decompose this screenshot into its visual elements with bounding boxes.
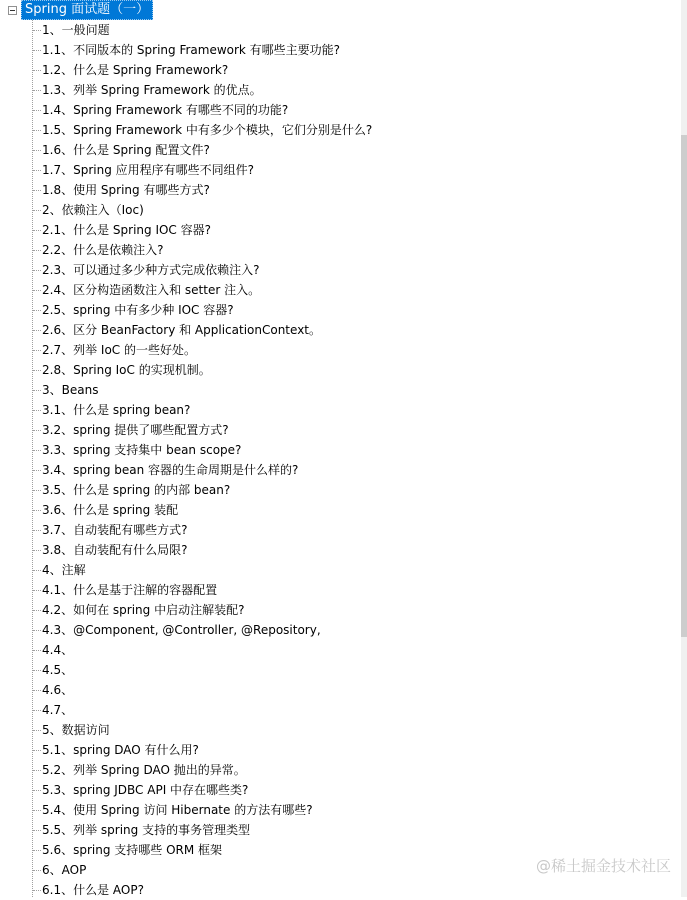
- tree-item-label[interactable]: 3.5、什么是 spring 的内部 bean?: [42, 483, 231, 497]
- tree-connector: [33, 870, 41, 871]
- tree-item-label[interactable]: 6、AOP: [42, 863, 87, 877]
- tree-item-label[interactable]: 2.6、区分 BeanFactory 和 ApplicationContext。: [42, 323, 321, 337]
- tree-item-label[interactable]: 5.5、列举 spring 支持的事务管理类型: [42, 823, 251, 837]
- tree-connector: [33, 270, 41, 271]
- tree-connector: [33, 490, 41, 491]
- tree-item[interactable]: [0, 20, 372, 40]
- tree-item-label[interactable]: 2.5、spring 中有多少种 IOC 容器?: [42, 303, 234, 317]
- tree-item[interactable]: [0, 420, 372, 440]
- tree-connector: [33, 170, 41, 171]
- tree-item[interactable]: [0, 280, 372, 300]
- tree-item[interactable]: [0, 120, 372, 140]
- tree-item-label[interactable]: 6.1、什么是 AOP?: [42, 883, 144, 897]
- tree-item-label[interactable]: 1.2、什么是 Spring Framework?: [42, 63, 229, 77]
- tree-connector: [33, 430, 41, 431]
- tree-item-label[interactable]: 1.6、什么是 Spring 配置文件?: [42, 143, 210, 157]
- tree-connector: [33, 350, 41, 351]
- tree-connector: [33, 670, 41, 671]
- tree-item[interactable]: [0, 800, 372, 820]
- tree-item[interactable]: [0, 780, 372, 800]
- tree-connector: [33, 190, 41, 191]
- tree-item-label[interactable]: 2.1、什么是 Spring IOC 容器?: [42, 223, 211, 237]
- tree-connector: [33, 290, 41, 291]
- tree-item-label[interactable]: 1、一般问题: [42, 23, 110, 37]
- tree-connector: [33, 530, 41, 531]
- tree-item[interactable]: [0, 840, 372, 860]
- tree-item-label[interactable]: 2.2、什么是依赖注入?: [42, 243, 164, 257]
- tree-item-label[interactable]: 2.7、列举 IoC 的一些好处。: [42, 343, 196, 357]
- tree-item[interactable]: [0, 640, 372, 660]
- tree-connector: [33, 110, 41, 111]
- tree-connector: [33, 790, 41, 791]
- tree-item[interactable]: [0, 460, 372, 480]
- tree-item[interactable]: [0, 880, 372, 900]
- tree-item-label[interactable]: 3.8、自动装配有什么局限?: [42, 543, 188, 557]
- vertical-scrollbar[interactable]: [681, 0, 687, 897]
- tree-connector: [33, 630, 41, 631]
- tree-connector: [33, 230, 41, 231]
- tree-item-label[interactable]: 4.7、: [42, 703, 74, 717]
- tree-item-label[interactable]: 3.3、spring 支持集中 bean scope?: [42, 443, 242, 457]
- tree-item-label[interactable]: 1.5、Spring Framework 中有多少个模块，它们分别是什么?: [42, 123, 373, 137]
- root-node-label[interactable]: Spring 面试题（一）: [21, 0, 153, 20]
- tree-item-label[interactable]: 4.3、@Component, @Controller, @Repository,: [42, 623, 321, 637]
- tree-item[interactable]: [0, 660, 372, 680]
- tree-item-label[interactable]: 1.7、Spring 应用程序有哪些不同组件?: [42, 163, 254, 177]
- tree-item[interactable]: [0, 40, 372, 60]
- tree-item[interactable]: [0, 300, 372, 320]
- tree-connector: [33, 370, 41, 371]
- tree-item-label[interactable]: 5.4、使用 Spring 访问 Hibernate 的方法有哪些?: [42, 803, 313, 817]
- tree-item-label[interactable]: 4.1、什么是基于注解的容器配置: [42, 583, 218, 597]
- tree-item-label[interactable]: 1.4、Spring Framework 有哪些不同的功能?: [42, 103, 289, 117]
- tree-connector: [33, 550, 41, 551]
- tree-item[interactable]: [0, 720, 372, 740]
- tree-item[interactable]: [0, 520, 372, 540]
- tree-item-label[interactable]: 3.4、spring bean 容器的生命周期是什么样的?: [42, 463, 299, 477]
- tree-item-label[interactable]: 2.8、Spring IoC 的实现机制。: [42, 363, 211, 377]
- tree-item[interactable]: [0, 560, 372, 580]
- tree-item[interactable]: [0, 700, 372, 720]
- tree-connector: [33, 150, 41, 151]
- tree-item-label[interactable]: 3、Beans: [42, 383, 99, 397]
- tree-item[interactable]: [0, 160, 372, 180]
- tree-item-label[interactable]: 2、依赖注入（Ioc): [42, 203, 144, 217]
- watermark: @稀土掘金技术社区: [536, 857, 672, 875]
- tree-item-label[interactable]: 4.4、: [42, 643, 74, 657]
- tree-connector: [33, 50, 41, 51]
- tree-item[interactable]: [0, 220, 372, 240]
- tree-item[interactable]: [0, 180, 372, 200]
- tree-item-label[interactable]: 5、数据访问: [42, 723, 110, 737]
- tree-connector: [33, 770, 41, 771]
- tree-connector: [33, 730, 41, 731]
- tree-item[interactable]: [0, 80, 372, 100]
- tree-connector: [33, 70, 41, 71]
- tree-item-label[interactable]: 4.6、: [42, 683, 74, 697]
- tree-item[interactable]: [0, 440, 372, 460]
- tree-connector: [33, 590, 41, 591]
- tree-item-label[interactable]: 5.3、spring JDBC API 中存在哪些类?: [42, 783, 249, 797]
- tree-connector: [33, 890, 41, 891]
- tree-connector: [33, 810, 41, 811]
- tree-item[interactable]: [0, 620, 372, 640]
- tree-root-node[interactable]: [8, 1, 153, 19]
- tree-connector: [33, 710, 41, 711]
- tree-connector: [33, 450, 41, 451]
- tree-connector: [33, 330, 41, 331]
- tree-connector: [33, 410, 41, 411]
- tree-item-label[interactable]: 3.1、什么是 spring bean?: [42, 403, 191, 417]
- tree-item[interactable]: [0, 860, 372, 880]
- tree-item[interactable]: [0, 100, 372, 120]
- tree-item-label[interactable]: 1.8、使用 Spring 有哪些方式?: [42, 183, 210, 197]
- tree-item-label[interactable]: 3.7、自动装配有哪些方式?: [42, 523, 188, 537]
- tree-item[interactable]: [0, 600, 372, 620]
- tree-connector: [33, 690, 41, 691]
- scrollbar-thumb[interactable]: [681, 135, 687, 637]
- tree-item-label[interactable]: 1.3、列举 Spring Framework 的优点。: [42, 83, 262, 97]
- tree-item[interactable]: [0, 500, 372, 520]
- tree-item[interactable]: [0, 400, 372, 420]
- tree-connector: [33, 130, 41, 131]
- tree-connector: [33, 650, 41, 651]
- tree-connector: [33, 510, 41, 511]
- tree-item[interactable]: [0, 480, 372, 500]
- tree-item-label[interactable]: 5.6、spring 支持哪些 ORM 框架: [42, 843, 223, 857]
- tree-connector: [33, 830, 41, 831]
- tree-item-label[interactable]: 4.5、: [42, 663, 74, 677]
- tree-item[interactable]: [0, 60, 372, 80]
- tree-connector: [33, 30, 41, 31]
- tree-item[interactable]: [0, 760, 372, 780]
- tree-item[interactable]: [0, 200, 372, 220]
- tree-item[interactable]: [0, 260, 372, 280]
- tree-connector: [33, 750, 41, 751]
- tree-item-label[interactable]: 2.4、区分构造函数注入和 setter 注入。: [42, 283, 261, 297]
- tree-item-label[interactable]: 2.3、可以通过多少种方式完成依赖注入?: [42, 263, 260, 277]
- collapse-icon[interactable]: [8, 6, 17, 15]
- tree-item[interactable]: [0, 380, 372, 400]
- tree-item-label[interactable]: 5.1、spring DAO 有什么用?: [42, 743, 199, 757]
- tree-connector: [33, 310, 41, 311]
- tree-connector: [33, 90, 41, 91]
- tree-item[interactable]: [0, 240, 372, 260]
- tree-children: [0, 20, 372, 900]
- tree-connector: [33, 570, 41, 571]
- tree-item[interactable]: [0, 340, 372, 360]
- tree-item[interactable]: [0, 680, 372, 700]
- tree-item-label[interactable]: 5.2、列举 Spring DAO 抛出的异常。: [42, 763, 246, 777]
- tree-item[interactable]: [0, 740, 372, 760]
- tree-item[interactable]: [0, 320, 372, 340]
- tree-item-label[interactable]: 3.6、什么是 spring 装配: [42, 503, 179, 517]
- tree-item-label[interactable]: 4、注解: [42, 563, 86, 577]
- tree-item[interactable]: [0, 140, 372, 160]
- tree-connector: [33, 470, 41, 471]
- tree-item[interactable]: [0, 540, 372, 560]
- tree-item-label[interactable]: 3.2、spring 提供了哪些配置方式?: [42, 423, 229, 437]
- tree-item-label[interactable]: 1.1、不同版本的 Spring Framework 有哪些主要功能?: [42, 43, 341, 57]
- tree-item[interactable]: [0, 360, 372, 380]
- tree-connector: [33, 210, 41, 211]
- tree-item-label[interactable]: 4.2、如何在 spring 中启动注解装配?: [42, 603, 245, 617]
- tree-connector: [33, 390, 41, 391]
- tree-connector: [33, 250, 41, 251]
- tree-item[interactable]: [0, 820, 372, 840]
- tree-item[interactable]: [0, 580, 372, 600]
- tree-connector: [33, 850, 41, 851]
- tree-connector: [33, 610, 41, 611]
